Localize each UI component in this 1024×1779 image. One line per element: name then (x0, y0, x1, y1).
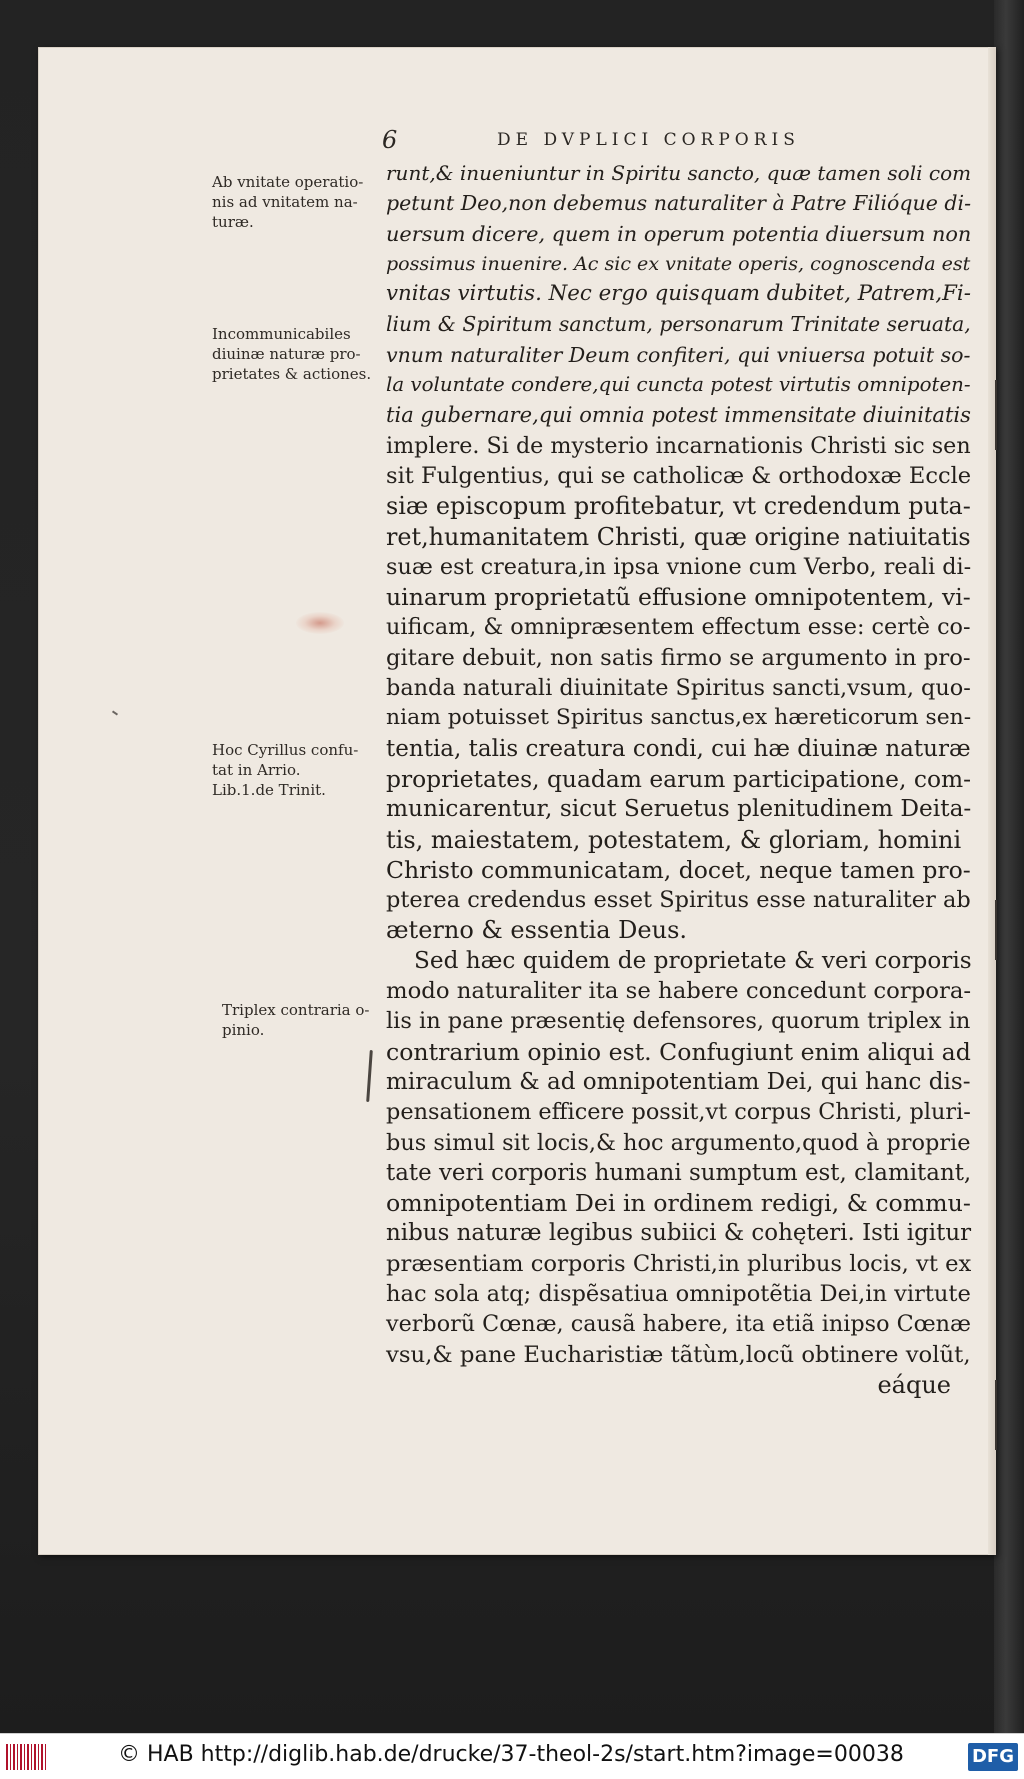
catchword: eáque (877, 1370, 951, 1399)
margin-rule (995, 900, 997, 960)
dfg-logo[interactable]: DFG (968, 1743, 1018, 1771)
main-text-block (386, 158, 971, 1400)
text-line: municarentur, sicut Seruetus plenitudinem Deita- (386, 795, 972, 823)
text-line: præsentiam corporis Christi,in pluribus locis, vt ex (386, 1250, 972, 1277)
text-line: suæ est creatura,in ipsa vnione cum Verbo, reali di- (386, 553, 972, 580)
ink-stain (296, 612, 344, 634)
margin-note-line: Ab vnitate operatio- (212, 173, 364, 191)
text-line: contrarium opinio est. Confugiunt enim aliqui ad (386, 1037, 971, 1066)
margin-note-line: pinio. (222, 1021, 265, 1039)
text-line: lis in pane præsentię defensores, quorum triplex in (386, 1008, 971, 1035)
scanner-edge-strip (994, 0, 1024, 1733)
viewer-footer (0, 1733, 1024, 1779)
text-line: vnitas virtutis. Nec ergo quisquam dubitet, Patrem,Fi- (386, 281, 971, 307)
margin-note-unity (212, 172, 382, 232)
text-line: la voluntate condere,qui cuncta potest virtutis omnipoten- (386, 373, 971, 397)
text-line: omnipotentiam Dei in ordinem redigi, & commu- (386, 1189, 971, 1218)
copyright-url[interactable]: © HAB http://diglib.hab.de/drucke/37-theol-2s/start.htm?image=00038 (118, 1742, 904, 1767)
text-line: siæ episcopum profitebatur, vt credendum puta- (386, 492, 971, 521)
text-line: tate veri corporis humani sumptum est, clamitant, (386, 1159, 972, 1186)
text-line: Christo communicatam, docet, neque tamen pro- (386, 855, 971, 884)
margin-rule (995, 380, 997, 450)
margin-note-line: Lib.1.de Trinit. (212, 781, 326, 799)
margin-note-cyrillus (212, 740, 382, 800)
text-line: tis, maiestatem, potestatem, & gloriam, homini (386, 825, 962, 854)
margin-note-line: diuinæ naturæ pro- (212, 345, 361, 363)
margin-note-line: turæ. (212, 213, 254, 231)
text-line: implere. Si de mysterio incarnationis Christi sic sen (386, 432, 971, 459)
text-line: modo naturaliter ita se habere concedunt corpora- (386, 978, 972, 1005)
text-line: tia gubernare,qui omnia potest immensitate diuinitatis (386, 402, 971, 428)
running-head: DE DVPLICI CORPORIS (497, 130, 800, 150)
text-line: lium & Spiritum sanctum, personarum Trinitate seruata, (386, 312, 971, 337)
text-line: æterno & essentia Deus. (386, 916, 688, 945)
text-line: uificam, & omnipræsentem effectum esse: certè co- (386, 614, 971, 641)
text-line: uinarum proprietatũ effusione omnipotentem, vi- (386, 583, 971, 612)
margin-rule (995, 1380, 997, 1450)
hab-barcode-icon (6, 1744, 46, 1770)
text-line: pensationem efficere possit,vt corpus Christi, pluri- (386, 1099, 971, 1126)
text-line: ret,humanitatem Christi, quæ origine natiuitatis (386, 522, 971, 551)
text-line: petunt Deo,non debemus naturaliter à Patre Filióque di- (386, 191, 971, 216)
margin-note-line: Incommunicabiles (212, 325, 351, 343)
text-line: vsu,& pane Eucharistiæ tãtùm,locũ obtinere volũt, (386, 1341, 971, 1368)
margin-note-line: prietates & actiones. (212, 365, 372, 383)
text-line: banda naturali diuinitate Spiritus sancti,vsum, quo- (386, 675, 971, 702)
text-line: niam potuisset Spiritus sanctus,ex hæreticorum sen- (386, 705, 972, 731)
text-line: nibus naturæ legibus subiici & cohęteri. Isti igitur (386, 1220, 972, 1247)
text-line: sit Fulgentius, qui se catholicæ & orthodoxæ Eccle (386, 462, 972, 489)
page-header (382, 126, 902, 152)
page-number: 6 (382, 126, 398, 154)
text-line: tentia, talis creatura condi, cui hæ diuinæ naturæ (386, 735, 971, 762)
text-line: vnum naturaliter Deum confiteri, qui vniuersa potuit so- (386, 342, 971, 367)
margin-note-line: nis ad vnitatem na- (212, 193, 358, 211)
page-edge-shadow (988, 47, 996, 1555)
margin-note-line: Triplex contraria o- (222, 1001, 370, 1019)
text-line: Sed hæc quidem de proprietate & veri corporis (414, 946, 972, 974)
text-line: miraculum & ad omnipotentiam Dei, qui hanc dis- (386, 1068, 971, 1095)
text-line: possimus inuenire. Ac sic ex vnitate operis, cognoscenda est (386, 252, 971, 275)
text-line: runt,& inueniuntur in Spiritu sancto, quæ tamen soli com (386, 161, 972, 185)
text-line: uersum dicere, quem in operum potentia diuersum non (386, 221, 972, 246)
text-line: pterea credendus esset Spiritus esse naturaliter ab (386, 887, 971, 914)
text-line: proprietates, quadam earum participatione, com- (386, 764, 972, 793)
text-line: verborũ Cœnæ, causã habere, ita etiã inipso Cœnæ (386, 1311, 971, 1338)
margin-note-line: tat in Arrio. (212, 761, 301, 779)
margin-note-line: Hoc Cyrillus confu- (212, 741, 359, 759)
text-line: hac sola atq; dispẽsatiua omnipotẽtia Dei,in virtute (386, 1280, 971, 1307)
margin-note-properties (212, 324, 382, 384)
text-line: gitare debuit, non satis firmo se argumento in pro- (386, 644, 971, 671)
text-line: bus simul sit locis,& hoc argumento,quod à proprie (386, 1129, 971, 1156)
margin-note-triplex (222, 1000, 392, 1040)
